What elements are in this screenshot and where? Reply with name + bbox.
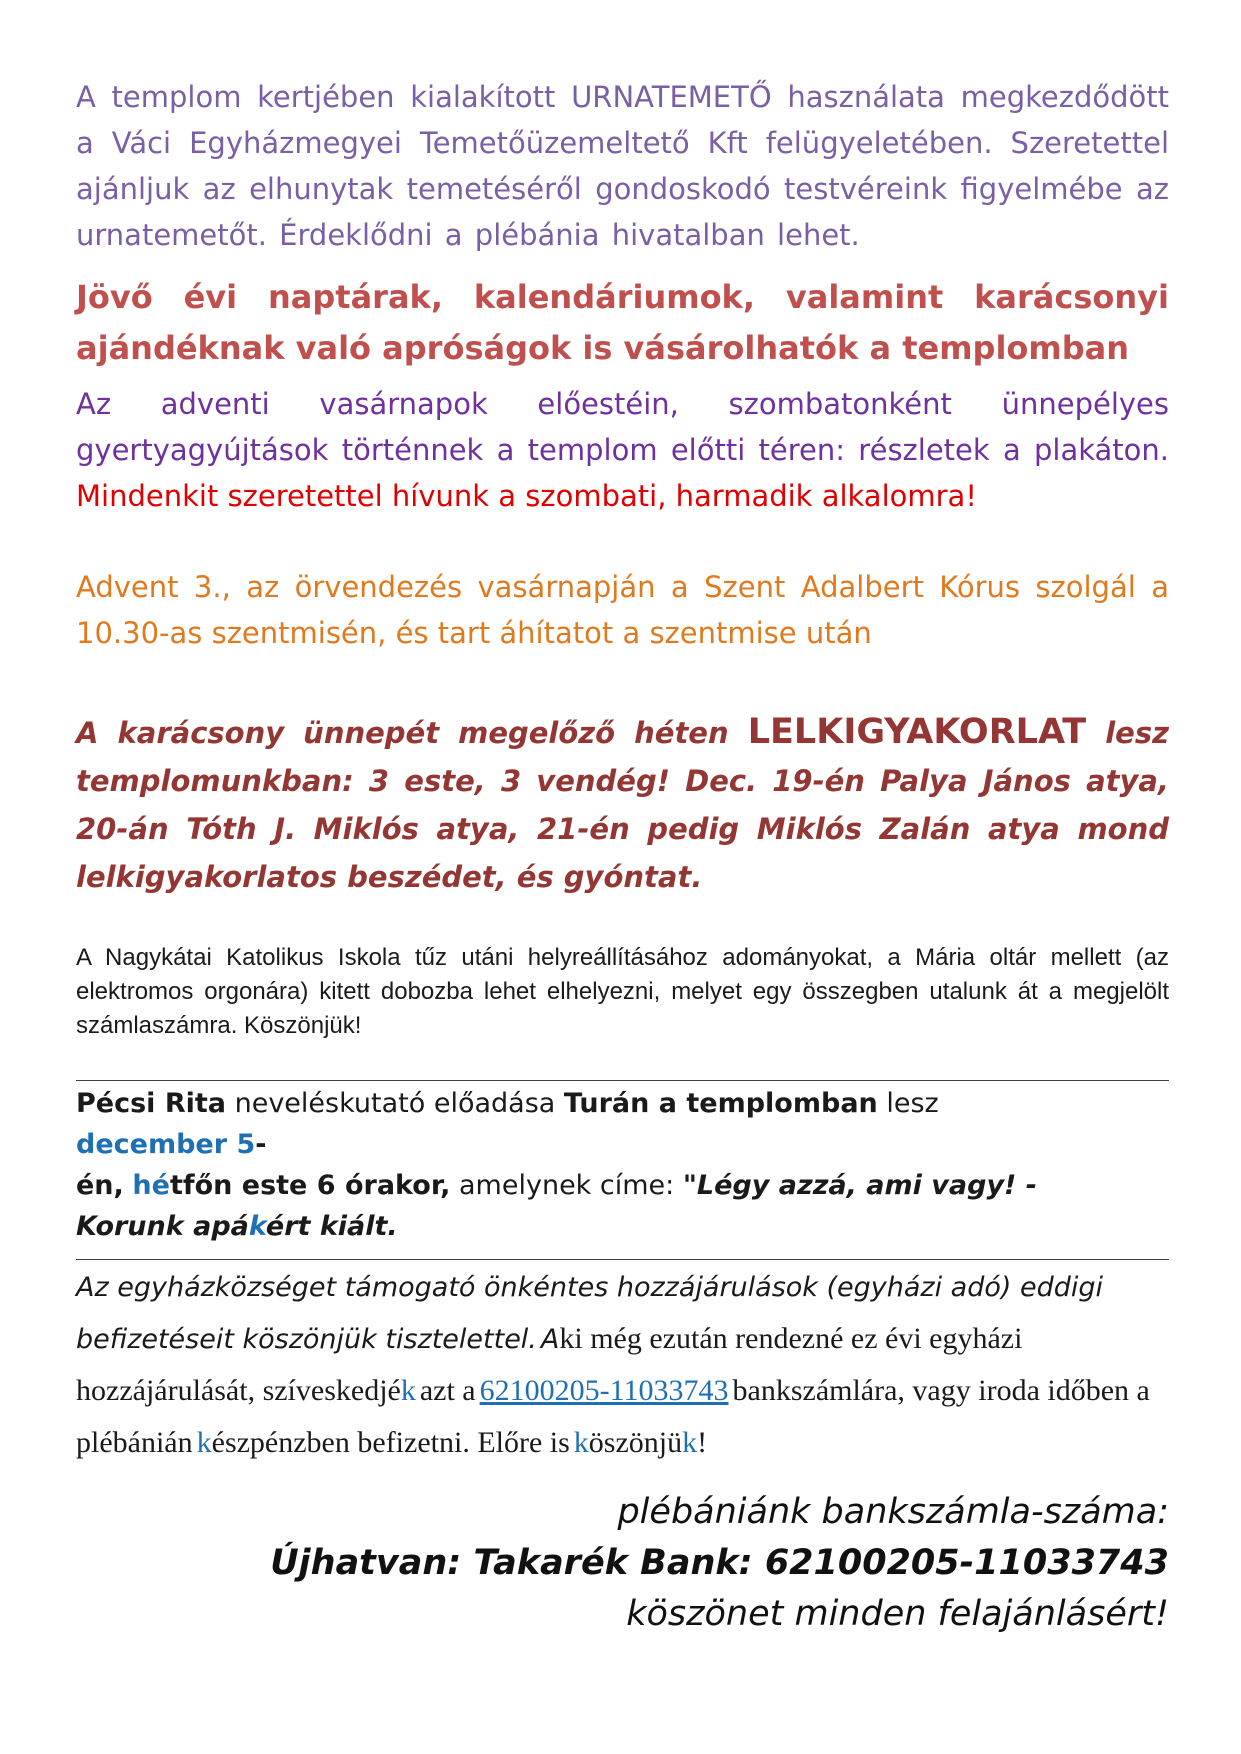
calendars-notice: Jövő évi naptárak, kalendáriumok, valamint karácsonyi ajándéknak való apróságok is vásárolhatók a templomban bbox=[76, 278, 1169, 367]
church-tax-notice bbox=[76, 1264, 1169, 1471]
school-donation-notice: A Nagykátai Katolikus Iskola tűz utáni helyreállításához adományokat, a Mária oltár mellett (az elektromos orgonára) kitett dobozba lehet elhelyezni, melyet egy összegben utalunk át a megjelölt számlaszámra. Köszönjük! bbox=[76, 944, 1169, 1039]
bulletin-page bbox=[76, 74, 1169, 1640]
church-tax-text-2: azt a bbox=[419, 1374, 476, 1407]
church-tax-k: k bbox=[573, 1426, 589, 1459]
lecture-dash: - bbox=[255, 1129, 267, 1160]
church-tax-a: A bbox=[540, 1324, 560, 1355]
church-tax-thanks: Az egyházközséget támogató önkéntes hozzájárulások (egyházi adó) eddigi befizetéseit köszönjük tisztelettel. bbox=[76, 1272, 1104, 1355]
retreat-highlight: LELKIGYAKORLAT bbox=[747, 712, 1087, 752]
choir-notice: Advent 3., az örvendezés vasárnapján a Szent Adalbert Kórus szolgál a 10.30-as szentmisén, és tart áhítatot a szentmise után bbox=[76, 570, 1169, 650]
retreat-intro: A karácsony ünnepét megelőző héten bbox=[76, 716, 729, 750]
retreat-notice bbox=[76, 708, 1169, 901]
lecture-date: december 5 bbox=[76, 1129, 256, 1160]
bank-account-footer bbox=[76, 1487, 1169, 1640]
advent-invite: Mindenkit szeretettel hívunk a szombati, harmadik alkalomra! bbox=[76, 479, 977, 513]
divider bbox=[76, 1080, 1169, 1081]
lecture-title-intro: amelynek címe: bbox=[459, 1170, 675, 1201]
advent-candles-notice bbox=[76, 381, 1169, 519]
urn-cemetery-notice: A templom kertjében kialakított URNATEMETŐ használata megkezdődött a Váci Egyházmegyei Temetőüzemeltető Kft felügyeletében. Szeretettel ajánljuk az elhunytak temetéséről gondoskodó testvéreink figyelmébe az urnatemetőt. Érdeklődni a plébánia hivatalban lehet. bbox=[76, 80, 1169, 252]
church-tax-k: k bbox=[682, 1426, 698, 1459]
retreat-details: lesz templomunkban: 3 este, 3 vendég! Dec. 19-én Palya János atya, 20-án Tóth J. Miklós atya, 21-én pedig Miklós Zalán atya mond lelkigyakorlatos beszédet, és gyóntat. bbox=[76, 716, 1169, 894]
lecture-place: Turán a templomban bbox=[563, 1088, 878, 1119]
church-tax-text-3: bankszámlára, vagy iroda időben a plébánián bbox=[76, 1374, 1150, 1459]
lecture-he: hé bbox=[132, 1170, 170, 1201]
lecture-title-b: ért kiált. bbox=[265, 1211, 398, 1242]
lecture-title-k: k bbox=[248, 1211, 266, 1242]
lecture-title-a: "Légy azzá, ami vagy! - Korunk apá bbox=[76, 1170, 1037, 1242]
lecture-lesz: lesz bbox=[886, 1088, 939, 1119]
footer-bank-account: Újhatvan: Takarék Bank: 62100205-11033743 bbox=[270, 1543, 1169, 1583]
divider bbox=[76, 1259, 1169, 1260]
lecture-notice bbox=[76, 1083, 1096, 1247]
church-tax-k: k bbox=[400, 1374, 416, 1407]
footer-line-1: plébániánk bankszámla-száma: bbox=[617, 1492, 1169, 1532]
church-tax-text-1: ki még ezután rendezné ez évi egyházi hozzájárulását, szíveskedjé bbox=[76, 1322, 1023, 1407]
lecture-role: neveléskutató előadása bbox=[234, 1088, 556, 1119]
lecture-speaker: Pécsi Rita bbox=[76, 1088, 227, 1119]
church-tax-text-5: öszönjü bbox=[588, 1426, 683, 1459]
lecture-time: tfőn este 6 órakor, bbox=[169, 1170, 451, 1201]
church-tax-text-6: ! bbox=[697, 1426, 708, 1459]
advent-candles-text: Az adventi vasárnapok előestéin, szombatonként ünnepélyes gyertyagyújtások történnek a templom előtti téren: részletek a plakáton. bbox=[76, 387, 1169, 467]
church-tax-text-4: észpénzben befizetni. Előre is bbox=[211, 1426, 570, 1459]
footer-thanks: köszönet minden felajánlásért! bbox=[626, 1594, 1169, 1634]
bank-account-link[interactable]: 62100205-11033743 bbox=[479, 1374, 729, 1407]
lecture-en: én, bbox=[76, 1170, 124, 1201]
church-tax-k: k bbox=[196, 1426, 212, 1459]
